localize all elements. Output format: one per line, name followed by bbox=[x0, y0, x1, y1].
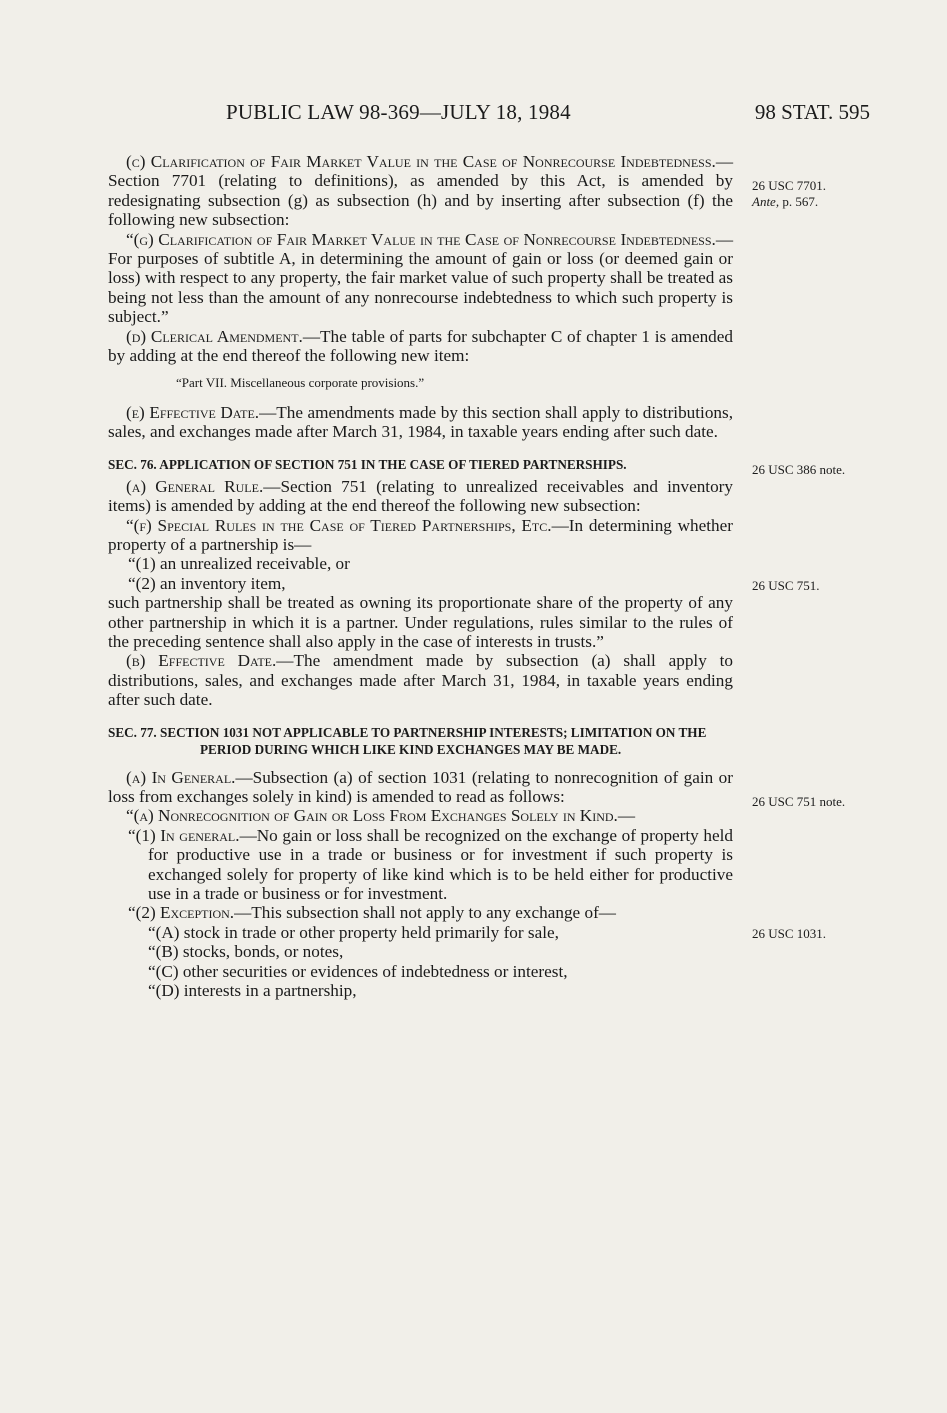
heading-77a: (a) In General. bbox=[126, 767, 236, 787]
item-nD: “(D) interests in a partnership, bbox=[148, 981, 357, 1001]
paragraph-na bbox=[108, 806, 733, 825]
body-n2: —This subsection shall not apply to any exchange of— bbox=[234, 903, 616, 923]
paragraph-g bbox=[108, 230, 733, 327]
margin-note: 26 USC 751. bbox=[752, 578, 820, 593]
paragraph-n2 bbox=[108, 903, 733, 922]
section-76-heading: SEC. 76. APPLICATION OF SECTION 751 IN THE CASE OF TIERED PARTNERSHIPS. bbox=[108, 456, 627, 472]
margin-note: 26 USC 7701. bbox=[752, 178, 827, 193]
body-e: —The amendments made by this section shall apply to distributions, sales, and exchanges made after March 31, 1984, in taxable years ending after such date. bbox=[108, 402, 733, 442]
heading-d: (d) Clerical Amendment. bbox=[126, 326, 303, 346]
heading-n2: “(2) Exception. bbox=[128, 903, 235, 923]
body-g: —For purposes of subtitle A, in determining the amount of gain or loss (or deemed gain or loss) with respect to any property, the fair market value of such property shall be treated as being not less than the amount of any nonrecourse indebtedness to which such property is subject.” bbox=[108, 229, 733, 327]
heading-g: “(g) Clarification of Fair Market Value in the Case of Nonrecourse Indebtedness. bbox=[126, 229, 716, 249]
body-c: —Section 7701 (relating to definitions), as amended by this Act, is amended by redesignating subsection (g) as subsection (h) and by inserting after subsection (f) the following new subsection: bbox=[108, 152, 733, 230]
heading-c: (c) Clarification of Fair Market Value in the Case of Nonrecourse Indebtedness. bbox=[126, 152, 716, 171]
document-body bbox=[108, 152, 733, 1000]
page-header bbox=[108, 100, 878, 130]
page-title: PUBLIC LAW 98-369—JULY 18, 1984 bbox=[226, 100, 571, 124]
item-nA: “(A) stock in trade or other property held primarily for sale, bbox=[148, 922, 559, 942]
body-na: — bbox=[617, 806, 636, 826]
paragraph-n1 bbox=[108, 826, 733, 904]
body-76b: —The amendment made by subsection (a) shall apply to distributions, sales, and exchanges made after March 31, 1984, in taxable years ending after such date. bbox=[108, 651, 733, 710]
body-n1: —No gain or loss shall be recognized on the exchange of property held for productive use in a trade or business or for investment if such property is exchanged solely for property of like kind which is to be held either for productive use in a trade or business or for investment. bbox=[148, 825, 733, 903]
paragraph-77a bbox=[108, 768, 733, 807]
margin-note: 26 USC 1031. bbox=[752, 926, 827, 941]
heading-76a: (a) General Rule. bbox=[126, 476, 264, 496]
item-f1: “(1) an unrealized receivable, or bbox=[128, 554, 350, 574]
body-f: —In determining whether property of a partnership is— bbox=[108, 515, 733, 554]
body-77a: —Subsection (a) of section 1031 (relating to nonrecognition of gain or loss from exchanges solely in kind) is amended to read as follows: bbox=[108, 767, 733, 806]
paragraph-f-tail: such partnership shall be treated as owning its proportionate share of the property of any other partnership in which it is a partner. Under regulations, rules similar to the rules of the preceding sentence shall also apply in the case of interests in trusts.” bbox=[108, 593, 733, 651]
heading-n1: “(1) In general. bbox=[128, 825, 240, 845]
margin-note bbox=[752, 194, 818, 210]
margin-note-italic: Ante, bbox=[752, 194, 780, 209]
paragraph-f bbox=[108, 516, 733, 555]
paragraph-76b bbox=[108, 651, 733, 709]
item-nC: “(C) other securities or evidences of indebtedness or interest, bbox=[148, 961, 568, 981]
margin-note-rest: p. 567. bbox=[779, 194, 819, 209]
item-f2: “(2) an inventory item, bbox=[128, 573, 286, 593]
paragraph-76a bbox=[108, 477, 733, 516]
heading-na: “(a) Nonrecognition of Gain or Loss From Exchanges Solely in Kind. bbox=[126, 806, 618, 826]
body-d: —The table of parts for subchapter C of chapter 1 is amended by adding at the end thereof the following new item: bbox=[108, 326, 733, 366]
heading-e: (e) Effective Date. bbox=[126, 402, 260, 422]
heading-f: “(f) Special Rules in the Case of Tiered Partnerships, Etc. bbox=[126, 515, 552, 535]
section-77-heading: SEC. 77. SECTION 1031 NOT APPLICABLE TO PARTNERSHIP INTERESTS; LIMITATION ON THE PERIOD DURING WHICH LIKE KIND EXCHANGES MAY BE MADE. bbox=[108, 724, 707, 757]
part-item: “Part VII. Miscellaneous corporate provisions.” bbox=[176, 375, 425, 391]
paragraph-d bbox=[108, 327, 733, 366]
paragraph-c bbox=[108, 152, 733, 230]
margin-note: 26 USC 751 note. bbox=[752, 794, 846, 809]
margin-note: 26 USC 386 note. bbox=[752, 462, 846, 477]
statute-page-number: 98 STAT. 595 bbox=[754, 100, 870, 124]
body-76a: —Section 751 (relating to unrealized receivables and inventory items) is amended by adding at the end thereof the following new subsection: bbox=[108, 476, 733, 516]
item-nB: “(B) stocks, bonds, or notes, bbox=[148, 942, 344, 962]
paragraph-e bbox=[108, 403, 733, 442]
heading-76b: (b) Effective Date. bbox=[126, 651, 277, 671]
